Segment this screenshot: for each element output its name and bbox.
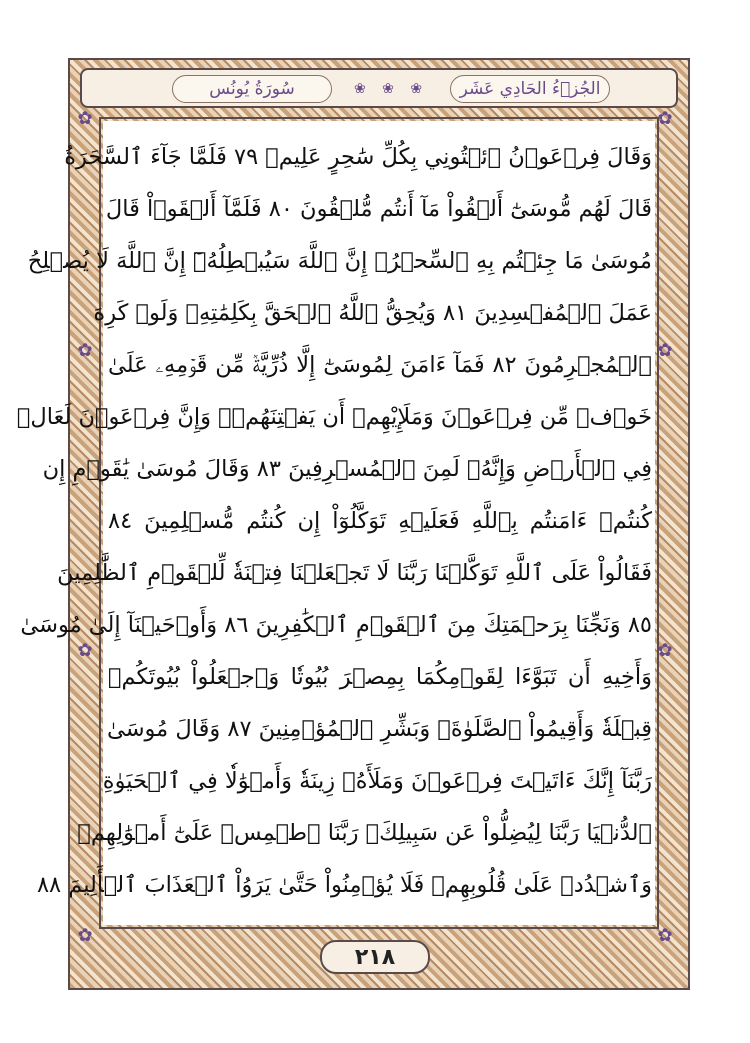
text-line: ٨٥ وَنَجِّنَا بِرَحۡمَتِكَ مِنَ ٱلۡقَوۡمِ ٱلۡكَٰفِرِينَ ٨٦ وَأَوۡحَيۡنَآ إِلَىٰ مُوسَىٰ (20, 612, 652, 638)
text-line: مُوسَىٰ مَا جِئۡتُم بِهِ ٱلسِّحۡرُۖ إِنَّ ٱللَّهَ سَيُبۡطِلُهُۥٓ إِنَّ ٱللَّهَ لَا يُصۡلِحُ (27, 248, 652, 274)
juz-title: الجُزۡءُ الحَادِي عَشَر (450, 75, 610, 103)
text-line: قَالَ لَهُم مُّوسَىٰٓ أَلۡقُواْ مَآ أَنتُم مُّلۡقُونَ ٨٠ فَلَمَّآ أَلۡقَوۡاْ قَالَ (105, 196, 652, 222)
text-line: رَبَّنَآ إِنَّكَ ءَاتَيۡتَ فِرۡعَوۡنَ وَمَلَأَهُۥ زِينَةٗ وَأَمۡوَٰلٗا فِي ٱلۡحَيَوٰةِ (102, 768, 652, 794)
flower-ornament-icon: ✿ (77, 340, 93, 361)
flower-ornament-icon: ✿ (657, 108, 673, 129)
flower-ornament-icon: ✿ (77, 108, 93, 129)
header-ornament-icon: ❀ ❀ ❀ (353, 81, 429, 97)
flower-ornament-icon: ✿ (657, 340, 673, 361)
text-line: فِي ٱلۡأَرۡضِ وَإِنَّهُۥ لَمِنَ ٱلۡمُسۡرِفِينَ ٨٣ وَقَالَ مُوسَىٰ يَٰقَوۡمِ إِن (42, 456, 652, 482)
text-line: كُنتُمۡ ءَامَنتُم بِٱللَّهِ فَعَلَيۡهِ تَوَكَّلُوٓاْ إِن كُنتُم مُّسۡلِمِينَ ٨٤ (108, 508, 652, 534)
surah-title: سُورَةُ يُونُس (172, 75, 332, 103)
text-line: قِبۡلَةٗ وَأَقِيمُواْ ٱلصَّلَوٰةَۗ وَبَشِّرِ ٱلۡمُؤۡمِنِينَ ٨٧ وَقَالَ مُوسَىٰ (106, 716, 652, 742)
flower-ornament-icon: ✿ (77, 640, 93, 661)
flower-ornament-icon: ✿ (657, 925, 673, 946)
text-line: عَمَلَ ٱلۡمُفۡسِدِينَ ٨١ وَيُحِقُّ ٱللَّهُ ٱلۡحَقَّ بِكَلِمَٰتِهِۦ وَلَوۡ كَرِهَ (93, 300, 652, 326)
flower-ornament-icon: ✿ (657, 640, 673, 661)
text-line: فَقَالُواْ عَلَى ٱللَّهِ تَوَكَّلۡنَا رَبَّنَا لَا تَجۡعَلۡنَا فِتۡنَةٗ لِّلۡقَوۡمِ ٱلظَّٰلِمِينَ (57, 560, 652, 586)
text-line: خَوۡفٖ مِّن فِرۡعَوۡنَ وَمَلَإِيْهِمۡ أَن يَفۡتِنَهُمۡۚ وَإِنَّ فِرۡعَوۡنَ لَعَالٖ (16, 404, 652, 430)
text-line: وَقَالَ فِرۡعَوۡنُ ٱئۡتُونِي بِكُلِّ سَٰحِرٍ عَلِيمٖ ٧٩ فَلَمَّا جَآءَ ٱلسَّحَرَةُ (64, 144, 652, 170)
flower-ornament-icon: ✿ (77, 925, 93, 946)
page-header (80, 68, 678, 108)
text-line: وَأَخِيهِ أَن تَبَوَّءَا لِقَوۡمِكُمَا بِمِصۡرَ بُيُوتٗا وَٱجۡعَلُواْ بُيُوتَكُمۡ (108, 664, 652, 690)
page-number: ٢١٨ (320, 940, 430, 974)
text-line: ٱلدُّنۡيَا رَبَّنَا لِيُضِلُّواْ عَن سَبِيلِكَۖ رَبَّنَا ٱطۡمِسۡ عَلَىٰٓ أَمۡوَٰلِهِمۡ (77, 820, 652, 846)
text-line: ٱلۡمُجۡرِمُونَ ٨٢ فَمَآ ءَامَنَ لِمُوسَىٰٓ إِلَّا ذُرِّيَّةٞ مِّن قَوۡمِهِۦ عَلَىٰ (108, 352, 652, 378)
text-line: وَٱشۡدُدۡ عَلَىٰ قُلُوبِهِمۡ فَلَا يُؤۡمِنُواْ حَتَّىٰ يَرَوُاْ ٱلۡعَذَابَ ٱلۡأَلِيمَ ٨٨ (36, 872, 652, 898)
